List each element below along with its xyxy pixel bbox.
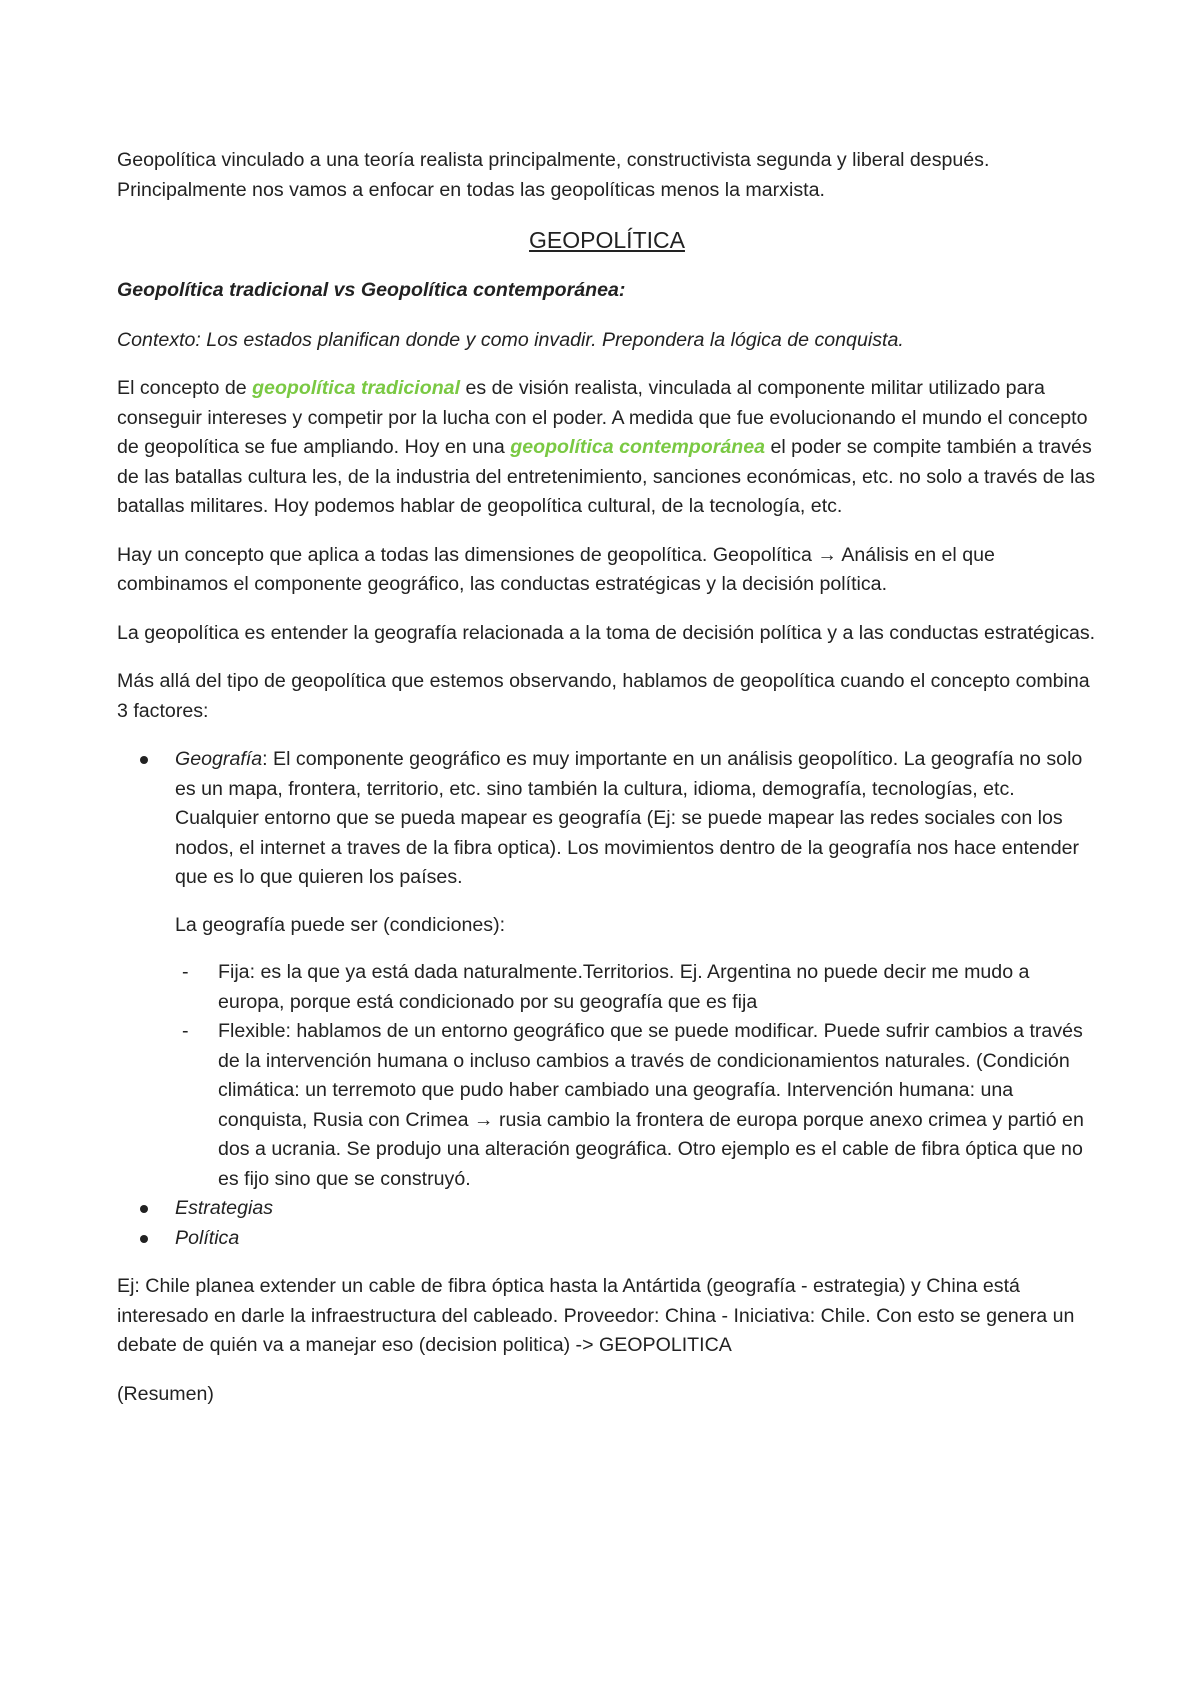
conditions-list <box>175 958 1097 1194</box>
list-item-geography <box>117 745 1097 1194</box>
understand-paragraph: La geopolítica es entender la geografía relacionada a la toma de decisión política y a las conductas estratégicas. <box>117 621 1096 644</box>
concept-all-paragraph: Hay un concepto que aplica a todas las dimensiones de geopolítica. Geopolítica → Análisis en el que combinamos el componente geográfico, las conductas estratégicas y la decisión política. <box>117 543 995 595</box>
highlight-contemporary: geopolítica contemporánea <box>510 436 766 458</box>
concept-text-3: el poder se compite también a través de las batallas cultura les, de la industria del entretenimiento, sanciones económicas, etc. no solo a través de las batallas militares. Hoy podemos hablar de geopolítica cultural, de la tecnología, etc. <box>117 436 1096 517</box>
list-item-strategies: Estrategias <box>117 1194 1097 1224</box>
factors-paragraph: Más allá del tipo de geopolítica que estemos observando, hablamos de geopolítica cuando el concepto combina 3 factores: <box>117 670 1090 722</box>
example-paragraph: Ej: Chile planea extender un cable de fibra óptica hasta la Antártida (geografía - estrategia) y China está interesado en darle la infraestructura del cableado. Proveedor: China - Iniciativa: Chile. Con esto se genera un debate de quién va a manejar eso (decision politica) -> GEOPOLITICA <box>117 1275 1075 1356</box>
geography-text <box>175 745 1097 893</box>
concept-text-1: El concepto de <box>117 377 253 399</box>
concept-text-2: es de visión realista, vinculada al componente militar utilizado para conseguir intereses y competir por la lucha con el poder. A medida que fue evolucionando el mundo el concepto de geopolítica se fue ampliando. Hoy en una <box>117 377 1088 458</box>
geography-description: : El componente geográfico es muy importante en un análisis geopolítico. La geografía no solo es un mapa, frontera, territorio, etc. sino también la cultura, idioma, demografía, tecnologías, etc. Cualquier entorno que se pueda mapear es geografía (Ej: se puede mapear las redes sociales con los nodos, el internet a traves de la fibra optica). Los movimientos dentro de la geografía nos hace entender que es lo que quieren los países. <box>175 748 1083 888</box>
highlight-traditional: geopolítica tradicional <box>252 377 461 399</box>
list-item-fixed: - Fija: es la que ya está dada naturalmente.Territorios. Ej. Argentina no puede decir me mudo a europa, porque está condicionado por su geografía que es fija <box>175 958 1097 1017</box>
conditions-intro: La geografía puede ser (condiciones): <box>175 913 506 936</box>
context-paragraph: Contexto: Los estados planifican donde y como invadir. Prepondera la lógica de conquista. <box>117 328 904 351</box>
list-item-flexible: - Flexible: hablamos de un entorno geográfico que se puede modificar. Puede sufrir cambios a través de la intervención humana o incluso cambios a través de condicionamientos naturales. (Condición climática: un terremoto que pudo haber cambiado una geografía. Intervención humana: una conquista, Rusia con Crimea → rusia cambio la frontera de europa porque anexo crimea y partió en dos a ucrania. Se produjo una alteración geográfica. Otro ejemplo es el cable de fibra óptica que no es fijo sino que se construyó. <box>175 1017 1097 1194</box>
geography-term: Geografía <box>175 748 263 770</box>
document-page <box>117 146 1097 1428</box>
summary-label: (Resumen) <box>117 1382 214 1405</box>
factors-list <box>117 745 1097 1253</box>
page-title: GEOPOLÍTICA <box>529 227 685 253</box>
section-subtitle: Geopolítica tradicional vs Geopolítica contemporánea: <box>117 279 626 301</box>
intro-paragraph: Geopolítica vinculado a una teoría realista principalmente, constructivista segunda y liberal después. Principalmente nos vamos a enfocar en todas las geopolíticas menos la marxista. <box>117 149 990 201</box>
list-item-politics: Política <box>117 1224 1097 1254</box>
concept-paragraph <box>117 374 1097 522</box>
